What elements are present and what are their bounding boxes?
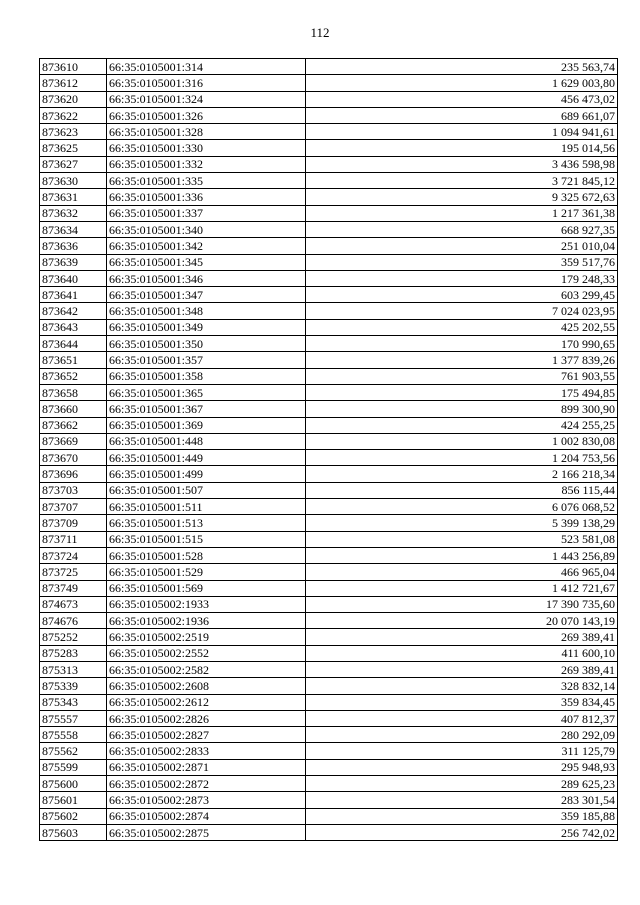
cadastral-value-cell: 195 014,56: [306, 140, 618, 156]
cadastral-value-cell: 7 024 023,95: [306, 303, 618, 319]
row-number-cell: 873639: [40, 254, 107, 270]
cadastral-value-cell: 6 076 068,52: [306, 499, 618, 515]
table-row: [40, 238, 618, 254]
row-number-cell: 873630: [40, 173, 107, 189]
row-number-cell: 875283: [40, 645, 107, 661]
row-number-cell: 873652: [40, 368, 107, 384]
table-row: [40, 629, 618, 645]
row-number-cell: 875339: [40, 678, 107, 694]
cadastral-value-cell: 1 412 721,67: [306, 580, 618, 596]
table-row: [40, 173, 618, 189]
cadastral-value-cell: 407 812,37: [306, 710, 618, 726]
row-number-cell: 873703: [40, 482, 107, 498]
cadastral-number-cell: 66:35:0105002:2874: [107, 808, 306, 824]
cadastral-number-cell: 66:35:0105001:448: [107, 433, 306, 449]
cadastral-value-cell: 1 002 830,08: [306, 433, 618, 449]
row-number-cell: 873658: [40, 384, 107, 400]
row-number-cell: 875599: [40, 759, 107, 775]
table-row: [40, 727, 618, 743]
cadastral-number-cell: 66:35:0105001:347: [107, 287, 306, 303]
row-number-cell: 873709: [40, 515, 107, 531]
table-row: [40, 287, 618, 303]
row-number-cell: 873660: [40, 401, 107, 417]
table-row: [40, 792, 618, 808]
row-number-cell: 875252: [40, 629, 107, 645]
row-number-cell: 873696: [40, 466, 107, 482]
table-row: [40, 547, 618, 563]
cadastral-value-cell: 1 443 256,89: [306, 547, 618, 563]
cadastral-value-cell: 280 292,09: [306, 727, 618, 743]
cadastral-value-cell: 3 721 845,12: [306, 173, 618, 189]
row-number-cell: 873612: [40, 75, 107, 91]
cadastral-number-cell: 66:35:0105001:449: [107, 450, 306, 466]
cadastral-number-cell: 66:35:0105001:346: [107, 270, 306, 286]
row-number-cell: 873641: [40, 287, 107, 303]
cadastral-number-cell: 66:35:0105001:358: [107, 368, 306, 384]
row-number-cell: 875343: [40, 694, 107, 710]
table-row: [40, 678, 618, 694]
table-row: [40, 499, 618, 515]
cadastral-value-cell: 256 742,02: [306, 824, 618, 840]
table-row: [40, 824, 618, 840]
table-row: [40, 303, 618, 319]
cadastral-number-cell: 66:35:0105001:332: [107, 156, 306, 172]
table-row: [40, 661, 618, 677]
table-row: [40, 140, 618, 156]
cadastral-number-cell: 66:35:0105002:2872: [107, 776, 306, 792]
row-number-cell: 873636: [40, 238, 107, 254]
row-number-cell: 873643: [40, 319, 107, 335]
cadastral-number-cell: 66:35:0105002:2826: [107, 710, 306, 726]
row-number-cell: 873631: [40, 189, 107, 205]
cadastral-value-cell: 269 389,41: [306, 661, 618, 677]
cadastral-number-cell: 66:35:0105001:336: [107, 189, 306, 205]
row-number-cell: 873640: [40, 270, 107, 286]
cadastral-number-cell: 66:35:0105001:316: [107, 75, 306, 91]
cadastral-value-cell: 311 125,79: [306, 743, 618, 759]
table-row: [40, 531, 618, 547]
cadastral-value-cell: 668 927,35: [306, 221, 618, 237]
cadastral-value-cell: 603 299,45: [306, 287, 618, 303]
row-number-cell: 875558: [40, 727, 107, 743]
table-row: [40, 59, 618, 75]
row-number-cell: 873724: [40, 547, 107, 563]
cadastral-value-cell: 359 517,76: [306, 254, 618, 270]
cadastral-value-cell: 689 661,07: [306, 107, 618, 123]
row-number-cell: 875602: [40, 808, 107, 824]
row-number-cell: 873711: [40, 531, 107, 547]
row-number-cell: 875601: [40, 792, 107, 808]
cadastral-value-cell: 251 010,04: [306, 238, 618, 254]
cadastral-value-cell: 1 204 753,56: [306, 450, 618, 466]
cadastral-value-cell: 359 834,45: [306, 694, 618, 710]
cadastral-value-cell: 1 377 839,26: [306, 352, 618, 368]
row-number-cell: 873634: [40, 221, 107, 237]
table-row: [40, 107, 618, 123]
cadastral-value-cell: 425 202,55: [306, 319, 618, 335]
row-number-cell: 875600: [40, 776, 107, 792]
row-number-cell: 873627: [40, 156, 107, 172]
cadastral-value-cell: 175 494,85: [306, 384, 618, 400]
table-body: [40, 59, 618, 841]
table-row: [40, 91, 618, 107]
cadastral-number-cell: 66:35:0105001:367: [107, 401, 306, 417]
table-row: [40, 515, 618, 531]
cadastral-number-cell: 66:35:0105001:365: [107, 384, 306, 400]
table-row: [40, 580, 618, 596]
cadastral-number-cell: 66:35:0105001:337: [107, 205, 306, 221]
cadastral-value-cell: 1 094 941,61: [306, 124, 618, 140]
cadastral-number-cell: 66:35:0105001:350: [107, 336, 306, 352]
cadastral-value-cell: 5 399 138,29: [306, 515, 618, 531]
page-number: 112: [310, 25, 330, 40]
table-row: [40, 466, 618, 482]
cadastral-number-cell: 66:35:0105002:2612: [107, 694, 306, 710]
cadastral-value-cell: 466 965,04: [306, 564, 618, 580]
cadastral-number-cell: 66:35:0105002:2519: [107, 629, 306, 645]
row-number-cell: 873642: [40, 303, 107, 319]
cadastral-number-cell: 66:35:0105001:330: [107, 140, 306, 156]
cadastral-value-cell: 523 581,08: [306, 531, 618, 547]
cadastral-value-cell: 283 301,54: [306, 792, 618, 808]
table-row: [40, 352, 618, 368]
cadastral-value-cell: 456 473,02: [306, 91, 618, 107]
cadastral-number-cell: 66:35:0105001:499: [107, 466, 306, 482]
cadastral-number-cell: 66:35:0105001:335: [107, 173, 306, 189]
table-row: [40, 482, 618, 498]
table-row: [40, 124, 618, 140]
cadastral-value-cell: 179 248,33: [306, 270, 618, 286]
table-row: [40, 221, 618, 237]
cadastral-number-cell: 66:35:0105002:2552: [107, 645, 306, 661]
cadastral-value-cell: 2 166 218,34: [306, 466, 618, 482]
table-row: [40, 450, 618, 466]
table-row: [40, 368, 618, 384]
row-number-cell: 875562: [40, 743, 107, 759]
row-number-cell: 875603: [40, 824, 107, 840]
row-number-cell: 873725: [40, 564, 107, 580]
table-row: [40, 75, 618, 91]
cadastral-value-cell: 1 629 003,80: [306, 75, 618, 91]
cadastral-number-cell: 66:35:0105001:324: [107, 91, 306, 107]
row-number-cell: 873662: [40, 417, 107, 433]
table-row: [40, 564, 618, 580]
cadastral-value-cell: 3 436 598,98: [306, 156, 618, 172]
cadastral-value-cell: 235 563,74: [306, 59, 618, 75]
row-number-cell: 873644: [40, 336, 107, 352]
table-row: [40, 254, 618, 270]
row-number-cell: 873625: [40, 140, 107, 156]
cadastral-number-cell: 66:35:0105002:2827: [107, 727, 306, 743]
cadastral-number-cell: 66:35:0105001:328: [107, 124, 306, 140]
cadastral-number-cell: 66:35:0105001:507: [107, 482, 306, 498]
table-row: [40, 694, 618, 710]
table-row: [40, 205, 618, 221]
cadastral-value-cell: 411 600,10: [306, 645, 618, 661]
row-number-cell: 873610: [40, 59, 107, 75]
cadastral-value-cell: 899 300,90: [306, 401, 618, 417]
cadastral-number-cell: 66:35:0105001:342: [107, 238, 306, 254]
cadastral-value-cell: 269 389,41: [306, 629, 618, 645]
table-row: [40, 710, 618, 726]
cadastral-number-cell: 66:35:0105001:326: [107, 107, 306, 123]
table-row: [40, 743, 618, 759]
table-row: [40, 384, 618, 400]
cadastral-number-cell: 66:35:0105001:529: [107, 564, 306, 580]
row-number-cell: 875313: [40, 661, 107, 677]
cadastral-value-cell: 170 990,65: [306, 336, 618, 352]
cadastral-value-cell: 1 217 361,38: [306, 205, 618, 221]
cadastral-number-cell: 66:35:0105001:569: [107, 580, 306, 596]
cadastral-number-cell: 66:35:0105001:348: [107, 303, 306, 319]
cadastral-number-cell: 66:35:0105001:513: [107, 515, 306, 531]
row-number-cell: 873620: [40, 91, 107, 107]
cadastral-value-cell: 328 832,14: [306, 678, 618, 694]
table-row: [40, 613, 618, 629]
cadastral-value-cell: 856 115,44: [306, 482, 618, 498]
cadastral-number-cell: 66:35:0105001:314: [107, 59, 306, 75]
cadastral-number-cell: 66:35:0105001:357: [107, 352, 306, 368]
cadastral-number-cell: 66:35:0105002:2833: [107, 743, 306, 759]
cadastral-value-cell: 9 325 672,63: [306, 189, 618, 205]
row-number-cell: 873749: [40, 580, 107, 596]
cadastral-number-cell: 66:35:0105002:2582: [107, 661, 306, 677]
table-row: [40, 417, 618, 433]
cadastral-number-cell: 66:35:0105001:511: [107, 499, 306, 515]
table-row: [40, 270, 618, 286]
table-row: [40, 336, 618, 352]
row-number-cell: 873651: [40, 352, 107, 368]
cadastral-number-cell: 66:35:0105001:515: [107, 531, 306, 547]
cadastral-value-cell: 424 255,25: [306, 417, 618, 433]
cadastral-number-cell: 66:35:0105001:340: [107, 221, 306, 237]
table-row: [40, 808, 618, 824]
cadastral-number-cell: 66:35:0105002:1933: [107, 596, 306, 612]
cadastral-value-cell: 20 070 143,19: [306, 613, 618, 629]
table-row: [40, 319, 618, 335]
cadastral-number-cell: 66:35:0105002:2871: [107, 759, 306, 775]
table-row: [40, 759, 618, 775]
row-number-cell: 874676: [40, 613, 107, 629]
row-number-cell: 873707: [40, 499, 107, 515]
row-number-cell: 873670: [40, 450, 107, 466]
cadastral-value-cell: 295 948,93: [306, 759, 618, 775]
cadastral-number-cell: 66:35:0105002:2873: [107, 792, 306, 808]
row-number-cell: 873669: [40, 433, 107, 449]
table-row: [40, 401, 618, 417]
cadastral-value-cell: 289 625,23: [306, 776, 618, 792]
table-row: [40, 156, 618, 172]
row-number-cell: 874673: [40, 596, 107, 612]
cadastral-number-cell: 66:35:0105001:345: [107, 254, 306, 270]
cadastral-number-cell: 66:35:0105002:1936: [107, 613, 306, 629]
row-number-cell: 875557: [40, 710, 107, 726]
cadastral-number-cell: 66:35:0105002:2608: [107, 678, 306, 694]
cadastral-value-cell: 761 903,55: [306, 368, 618, 384]
table-row: [40, 645, 618, 661]
cadastral-number-cell: 66:35:0105001:528: [107, 547, 306, 563]
cadastral-number-cell: 66:35:0105001:349: [107, 319, 306, 335]
cadastral-value-cell: 359 185,88: [306, 808, 618, 824]
cadastral-value-cell: 17 390 735,60: [306, 596, 618, 612]
row-number-cell: 873632: [40, 205, 107, 221]
row-number-cell: 873622: [40, 107, 107, 123]
table-row: [40, 433, 618, 449]
cadastral-number-cell: 66:35:0105002:2875: [107, 824, 306, 840]
table-row: [40, 776, 618, 792]
cadastral-value-table: [39, 58, 618, 841]
cadastral-number-cell: 66:35:0105001:369: [107, 417, 306, 433]
table-row: [40, 189, 618, 205]
row-number-cell: 873623: [40, 124, 107, 140]
table-row: [40, 596, 618, 612]
